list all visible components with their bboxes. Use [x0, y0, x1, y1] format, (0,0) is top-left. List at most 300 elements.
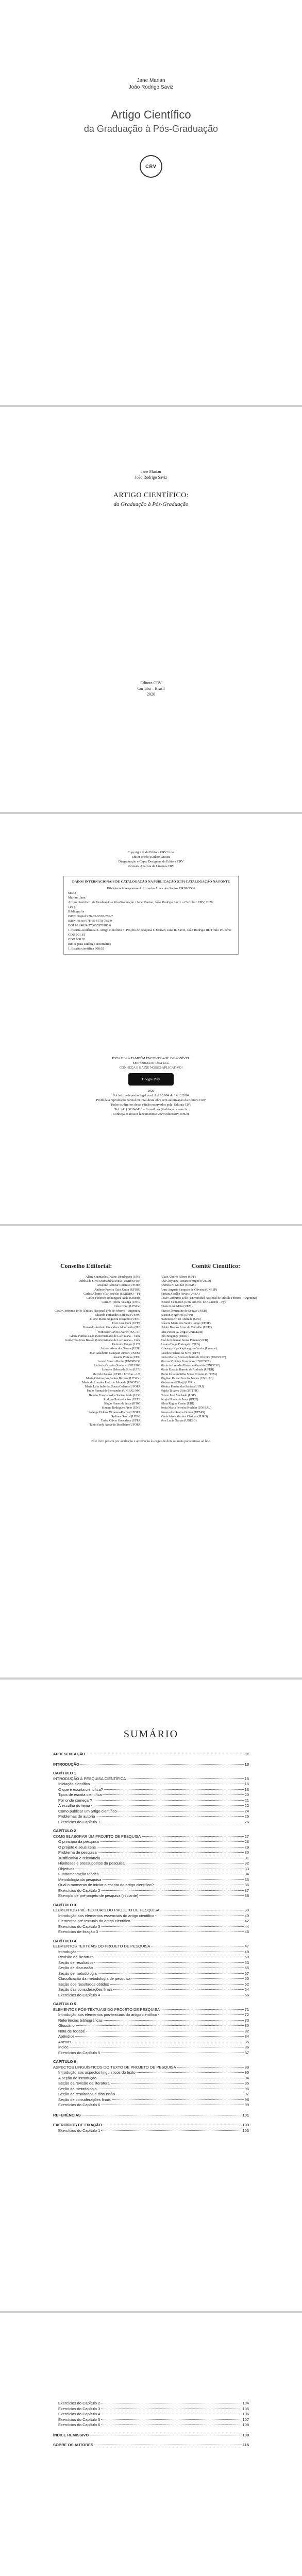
toc-entry-page: 27	[244, 1834, 249, 1839]
credit-line: Diagramação e Capa: Designers da Editora CRV	[118, 860, 184, 863]
toc-entry-page: 35	[244, 1877, 249, 1882]
toc-entry[interactable]	[53, 1924, 249, 1930]
toc-leader	[99, 1931, 244, 1932]
toc-entry[interactable]	[53, 1883, 249, 1888]
toc-leader	[101, 2419, 241, 2420]
toc-leader	[137, 2072, 244, 2073]
toc-entry-title: CAPÍTULO 1	[53, 1771, 76, 1775]
toc-entry-title: Objetivos	[58, 1866, 75, 1871]
toc-entry-title: O que é escrita científica?	[58, 1787, 103, 1792]
toc-entry[interactable]	[53, 1762, 249, 1768]
toc-entry-title: Seção dos resultados obtidos	[58, 1981, 109, 1987]
toc-leader	[80, 1764, 244, 1765]
toc-entry[interactable]	[53, 1919, 249, 1924]
toc-entry[interactable]	[53, 2002, 249, 2007]
toc-entry[interactable]	[53, 1845, 249, 1851]
toc-entry[interactable]	[53, 1903, 249, 1908]
toc-entry[interactable]	[53, 1828, 249, 1834]
committee-member: Inês Bragança (UERJ)	[160, 1334, 189, 1338]
toc-entry[interactable]	[53, 2092, 249, 2097]
toc-entry[interactable]	[53, 1867, 249, 1872]
committee-member: Elizeu Clementino de Souza (UNEB)	[160, 1309, 207, 1313]
toc-entry-page: 31	[244, 1855, 249, 1860]
footer-line: Proibida a reprodução parcial ou total desta obra sem autorização da Editora CRV	[96, 1098, 206, 1102]
toc-entry[interactable]	[53, 1893, 249, 1899]
board-member: Simone Rodrigues Pinto (UNB)	[102, 1406, 142, 1410]
toc-entry-title: Exercícios do Capítulo 4	[58, 2412, 100, 2416]
cip-line: M333	[68, 891, 76, 895]
toc-entry-title: ELEMENTOS TEXTUAIS DO PROJETO DE PESQUISA	[53, 1944, 150, 1948]
toc-entry-title: Por onde começar?	[58, 1798, 92, 1803]
toc-entry-title: Seção da metodologia	[58, 2086, 97, 2091]
cip-line: DOI 10.24824/978655578785.0	[68, 924, 111, 927]
cip-line: 1. Escrita acadêmica 2. Artigo científico 3. Projeto de pesquisa I. Marian, Jane II. Saviz, João Rodrigo III. Título IV. Série	[68, 928, 231, 932]
committee-member: Kilwangy Kya Kapitango-a-Samba (Unemat)	[160, 1347, 217, 1351]
toc-entry[interactable]	[53, 1752, 249, 1757]
toc-entry[interactable]	[53, 2065, 249, 2071]
toc-entry[interactable]	[53, 2029, 249, 2035]
toc-entry[interactable]	[53, 1850, 249, 1856]
toc-entry-title: Seção de resultados	[58, 1960, 94, 1965]
legal-line: ESTA OBRA TAMBÉM ENCONTRA-SE DISPONÍVEL	[112, 1057, 190, 1060]
committee-member: Lucia Marisy Souza Ribeiro de Oliveira (UNIVASF)	[160, 1355, 226, 1359]
committee-member: Maria Eurácia Barreto de Andrade (UFRB)	[160, 1368, 214, 1372]
toc-entry[interactable]	[53, 2401, 249, 2406]
committee-member: Sonia Maria Ferreira Koehler (UNISAL)	[160, 1406, 211, 1410]
toc-entry[interactable]	[53, 1798, 249, 1804]
toc-leader	[131, 1978, 244, 1979]
cover-page	[0, 0, 302, 407]
cip-subheading: Bibliotecária responsável: Luzenira Alves dos Santos CRB9/1506	[107, 887, 195, 890]
toc-entry-page: 108	[242, 2422, 249, 2427]
toc-entry-title: Iniciação científica	[58, 1782, 90, 1786]
toc-entry-title: Exercícios do Capítulo 5	[58, 2417, 100, 2422]
toc-entry[interactable]	[53, 2097, 249, 2103]
publisher-logo-icon: CRV	[140, 155, 162, 178]
toc-entry[interactable]	[53, 2433, 249, 2438]
toc-entry-title: Exercícios do Capítulo 6	[58, 2103, 100, 2107]
toc-entry-page: 11	[245, 1752, 249, 1756]
cip-line: Bibliografia	[68, 910, 85, 913]
toc-entry-title: ÍNDICE REMISSIVO	[53, 2432, 89, 2437]
toc-entry-title: COMO ELABORAR UM PROJETO DE PESQUISA	[53, 1834, 141, 1839]
toc-entry-title: Revisão de literatura	[58, 1955, 94, 1959]
toc-entry[interactable]	[53, 1976, 249, 1982]
footer-line: Conheça os nossos lançamentos: www.editoracrv.com.br	[113, 1112, 189, 1116]
cover-authors	[0, 0, 302, 91]
toc-entry-title: Exercícios do Capítulo 5	[58, 2050, 100, 2055]
board-member: Cesar Gerónimo Tello (Univer. Nacional Três de Febrero – Argentina)	[55, 1309, 142, 1313]
toc-entry[interactable]	[53, 1971, 249, 1977]
toc-entry[interactable]	[53, 1982, 249, 1988]
toc-entry[interactable]	[53, 2412, 249, 2417]
peer-review-note: Este livro passou por avaliação e aprovação às cegas de dois ou mais pareceristas ad hoc.	[91, 1439, 211, 1444]
imprint	[0, 680, 302, 697]
toc-entry[interactable]	[53, 1960, 249, 1966]
toc-leader	[112, 2099, 244, 2100]
cover-title: Artigo Científico	[111, 108, 191, 121]
toc-entry-title: Introdução aos aspectos linguísticos do texto	[58, 2070, 136, 2075]
committee-member: Mohammed Elhajji (UFRJ)	[160, 1381, 195, 1385]
toc-leader	[103, 1794, 243, 1795]
toc-entry-title: Exercícios do Capítulo 2	[58, 1888, 100, 1893]
toc-entry-title: Problema de pesquisa	[58, 1850, 97, 1855]
committee-member: Anna Augusta Sampaio de Oliveira (UNESP)	[160, 1288, 217, 1292]
toc-entry-title: CAPÍTULO 3	[53, 1902, 76, 1907]
toc-entry[interactable]	[53, 2128, 249, 2134]
toc-entry[interactable]	[53, 1939, 249, 1944]
toc-entry[interactable]	[53, 2113, 249, 2119]
toc-entry-title: Metodologia da pesquisa	[58, 1877, 102, 1882]
toc-entry-title: Como publicar um artigo científico	[58, 1808, 117, 1814]
board-member: Elione Maria Nogueira Diogenes (UFAL)	[90, 1318, 142, 1321]
toc-entry[interactable]	[53, 1856, 249, 1861]
toc-entry-title: Glossário	[58, 2023, 75, 2028]
board-member: Jailson Alves dos Santos (UFRJ)	[100, 1347, 142, 1351]
board-member: Leonel Severo Rocha (UNISINOS)	[97, 1360, 142, 1364]
toc-leader	[161, 2009, 244, 2010]
committee-member: José de Ribamar Sousa Pereira (UCB)	[160, 1339, 208, 1343]
halftitle-author: Jane Marian	[141, 469, 161, 474]
toc-entry-page: 25	[244, 1814, 249, 1819]
toc-entry[interactable]	[53, 2050, 249, 2056]
board-member: Renato Francisco dos Santos Paula (UFG)	[89, 1394, 142, 1397]
toc-entry-page: 62	[244, 1981, 249, 1987]
toc-entry[interactable]	[53, 2012, 249, 2018]
board-member: Celso Conti (UFSCar)	[113, 1305, 142, 1309]
toc-entry-page: 107	[242, 2417, 249, 2422]
toc-entry[interactable]	[53, 2070, 249, 2076]
copyright-credits	[0, 814, 302, 869]
board-member: Lourdes Helena da Silva (UFV)	[102, 1368, 142, 1372]
toc-entry-title: ELEMENTOS PRÉ-TEXTUAIS DO PROJETO DE PESQUISA	[53, 1908, 160, 1912]
imprint-line: Curitiba – Brasil	[137, 686, 165, 691]
council-page	[0, 1226, 302, 1680]
toc-entry-page: 42	[244, 1919, 249, 1923]
toc-entry[interactable]	[53, 1950, 249, 1955]
toc-leader	[101, 2130, 241, 2131]
board-member: Anselmo Alencar Colares (UFOPA)	[97, 1284, 142, 1287]
toc-entry[interactable]	[53, 1913, 249, 1919]
toc-page	[0, 1680, 302, 2313]
toc-entry-title: Seção de considerações finais	[58, 2097, 111, 2102]
toc-entry-title: Exercícios do Capítulo 6	[58, 2422, 100, 2427]
toc-leader	[76, 2025, 244, 2026]
committee-member: Eliane Rose Maio (UEM)	[160, 1305, 193, 1309]
footer-lines	[0, 1089, 302, 1116]
board-member: Marcelo Paixão (UFRJ e UTexas – US)	[92, 1372, 142, 1376]
toc-leader	[98, 1973, 244, 1974]
toc-leader	[96, 1816, 243, 1817]
cip-line: ISBN Digital 978-65-5578-786-7	[68, 914, 113, 918]
toc-entry[interactable]	[53, 1987, 249, 1993]
committee-member: Silvia Regina Canan (URI)	[160, 1402, 194, 1406]
toc-entry-page: 13	[244, 1761, 249, 1767]
toc-entry-page: 29	[244, 1844, 249, 1850]
toc-leader	[113, 1989, 243, 1990]
toc-entry-page: 87	[244, 2050, 249, 2055]
board-member: Carlos Federico Dominguez Avila (Unieuro)	[86, 1297, 142, 1300]
toc-entry-page: 109	[242, 2432, 249, 2437]
toc-entry[interactable]	[53, 2081, 249, 2087]
toc-entry-title: Introdução aos elementos essenciais do artigo científico	[58, 1913, 155, 1918]
board-member: Maria de Lourdes Pinto de Almeida (UNOESC)	[82, 1381, 142, 1385]
toc-entry[interactable]	[53, 1993, 249, 1998]
toc-entry-page: 38	[244, 1893, 249, 1898]
toc-entry[interactable]	[53, 2422, 249, 2428]
toc-entry-page: 53	[244, 1960, 249, 1965]
toc-entry[interactable]	[53, 1839, 249, 1845]
toc-entry-title: Exercícios do Capítulo 2	[58, 2401, 100, 2405]
toc-entry-title: Seção de discussão	[58, 1965, 93, 1970]
board-member: Lídia de Oliveira Xavier (UNIEURO)	[94, 1364, 142, 1368]
legal-line: CONHEÇA E BAIXE NOSSO APLICATIVO!	[119, 1066, 183, 1070]
toc-entry-title: Problemas de autoria	[58, 1814, 95, 1819]
board-member: Paulo Romualdo Hernandes (UNIFAL-MG)	[87, 1389, 142, 1393]
google-play-badge[interactable]: Google Play	[128, 1073, 174, 1086]
toc-entry-page: 106	[242, 2412, 249, 2416]
toc-entry-page: 104	[242, 2401, 249, 2405]
toc-entry-title: ELEMENTOS PÓS-TEXTUAIS DO PROJETO DE PESQUISA	[53, 2007, 160, 2012]
committee-member: Suzana dos Santos Gomes (UFMG)	[160, 1411, 205, 1414]
toc-entry[interactable]	[53, 2076, 249, 2081]
halftitle-title: ARTIGO CIENTÍFICO:	[113, 492, 189, 499]
toc-entry-page: 40	[244, 1913, 249, 1918]
toc-leader	[158, 2014, 244, 2015]
board-member: Maria Cristina dos Santos Bezerra (UFSCar)	[86, 1377, 142, 1380]
board-member: Francisco Carlos Duarte (PUC-PR)	[97, 1330, 142, 1334]
toc-entry-title: Exercícios do Capítulo 4	[58, 1992, 100, 1997]
toc-entry-page: 44	[244, 1924, 249, 1929]
committee-member: Maria de Lourdes Pinto de Almeida (UNOESC)	[160, 1364, 220, 1368]
toc-entry-page: 64	[244, 1987, 249, 1992]
toc-entry[interactable]	[53, 1888, 249, 1894]
editorial-board	[31, 1262, 141, 1427]
toc-entry[interactable]	[53, 2417, 249, 2423]
toc-entry[interactable]	[53, 1929, 249, 1935]
toc-entry-page: 66	[244, 1992, 249, 1997]
cip-box	[63, 876, 239, 955]
toc-entry-page: 22	[244, 1803, 249, 1808]
toc-entry[interactable]	[53, 1771, 249, 1776]
toc-entry[interactable]	[53, 1834, 249, 1840]
toc-leader	[91, 1805, 244, 1806]
toc-entry-title: INTRODUÇÃO	[53, 1761, 79, 1767]
toc-leader	[101, 1890, 243, 1891]
toc-entry-title: Nota de rodapé	[58, 2028, 85, 2033]
toc-entry[interactable]	[53, 2040, 249, 2045]
toc-entry-page: 20	[244, 1792, 249, 1797]
toc-entry-page: 32	[244, 1861, 249, 1866]
board-member: Solange Helena Ximenes-Rocha (UFOPA)	[88, 1411, 142, 1414]
toc-entry-title: O princípio da pesquisa	[58, 1839, 99, 1844]
toc-leader	[139, 1895, 244, 1896]
toc-entry-page: 55	[244, 1965, 249, 1970]
board-member: Andréia da Silva Quintanilha Sousa (UNIR/UFRN)	[77, 1280, 142, 1283]
toc-entry-title: Apêndice	[58, 2034, 75, 2039]
committee-member: Helder Buenos Aires de Carvalho (UFPI)	[160, 1326, 212, 1330]
cip-line: 1. Escrita científica 808.02	[68, 947, 104, 951]
committee-member: Ilma Passos A. Veiga (UNICEUB)	[160, 1330, 204, 1334]
toc-entry-title: CAPÍTULO 2	[53, 1828, 76, 1833]
toc-entry-title: Exercícios do Capítulo 3	[58, 1924, 100, 1929]
committee-member: Cesar Gerónimo Tello (Universidad Nacional de Três de Febrero – Argentina)	[160, 1297, 257, 1300]
editorial-board-title: Conselho Editorial:	[60, 1262, 112, 1269]
toc-leader	[101, 1926, 243, 1927]
toc-entry-page: 96	[244, 2086, 249, 2091]
imprint-line: Editora CRV	[140, 681, 162, 685]
committee-member: Lourdes Helena da Silva (UFV)	[160, 1351, 200, 1355]
committee-member: Francisco Ari de Andrade (UFC)	[160, 1318, 202, 1321]
board-member: Guillermo Arias Beatón (Universidade de La Havana – Cuba)	[65, 1339, 142, 1343]
toc-entry[interactable]	[53, 2059, 249, 2065]
board-member: Aldira Guimarães Duarte Domínguez (UNB)	[86, 1276, 142, 1279]
toc-entry-page: 21	[244, 1798, 249, 1803]
committee-member: Gláucia Maria dos Santos Jorge (UFOP)	[160, 1322, 211, 1326]
toc-entry[interactable]	[53, 2018, 249, 2024]
cip-line: Índice para catálogo sistemático	[68, 942, 111, 946]
toc-entry-title: Tipos de escrita científica	[58, 1792, 102, 1797]
toc-entry-page: 26	[244, 1819, 249, 1824]
toc-entry[interactable]	[53, 1955, 249, 1960]
toc-entry[interactable]	[53, 2103, 249, 2108]
halftitle-authors	[0, 407, 302, 480]
toc-entry-title: Seção da revisão da literatura	[58, 2081, 110, 2086]
toc-entry[interactable]	[53, 1908, 249, 1913]
cip-heading: DADOS INTERNACIONAIS DE CATALOGAÇÃO NA PUBLICAÇÃO (CIP) CATALOGAÇÃO NA FONTE	[72, 880, 230, 884]
toc-entry[interactable]	[53, 2406, 249, 2412]
toc-entry-title: ASPECTOS LINGUÍSTICOS DO TEXTO DE PROJETO DE PESQUISA	[53, 2064, 176, 2070]
toc-entry[interactable]	[53, 1820, 249, 1825]
toc-entry-page: 60	[244, 1976, 249, 1981]
toc-leader	[75, 2036, 243, 2037]
toc-entry[interactable]	[53, 2034, 249, 2040]
toc-entry-title: Exercícios de fixação 3	[58, 1929, 98, 1934]
toc-entry-title: Introdução aos elementos pós-textuais do artigo científico	[58, 2012, 157, 2017]
toc-entry[interactable]	[53, 2045, 249, 2050]
toc-leader	[100, 1841, 244, 1842]
toc-entry[interactable]	[53, 1787, 249, 1793]
board-member: Josania Portela (UFPI)	[113, 1355, 142, 1359]
toc-leader	[93, 1800, 243, 1801]
editorial-board-list	[31, 1275, 141, 1427]
toc-entry-title: A escolha do tema	[58, 1803, 90, 1808]
board-member: Antônio Pereira Gaio Júnior (UFRRJ)	[94, 1288, 142, 1292]
toc-entry-title: Exercícios do Capítulo 1	[58, 2128, 100, 2133]
toc-leader	[97, 1847, 244, 1848]
toc-entry-page: 46	[244, 1929, 249, 1934]
toc-leader	[98, 1852, 244, 1853]
cover-author: Jane Marian	[137, 78, 165, 83]
board-member: Tadeu Oliver Gonçalves (UFPA)	[100, 1419, 142, 1422]
committee-member: Mônica Pereira dos Santos (UFRJ)	[160, 1385, 204, 1389]
toc-entry-page: 90	[244, 2070, 249, 2075]
board-member: Maria Lília Imbiriba Sousa Colares (UFOPA)	[85, 1385, 142, 1389]
toc-entry-page: 97	[244, 2092, 249, 2096]
toc-entry[interactable]	[53, 1872, 249, 1877]
toc-entry-page: 28	[244, 1839, 249, 1844]
committee-member: Vânia Alves Martins Chaigar (FURG)	[160, 1415, 208, 1418]
toc-entry-page: 80	[244, 2023, 249, 2028]
toc-leader	[127, 1778, 243, 1779]
toc-entry-page: 72	[244, 2012, 249, 2017]
toc-entry[interactable]	[53, 2443, 249, 2448]
toc-entry-title: Índice	[58, 2045, 69, 2049]
toc-entry[interactable]	[53, 1803, 249, 1809]
toc-entry-page: 98	[244, 2097, 249, 2102]
scientific-committee-title: Comitê Científico:	[191, 1262, 240, 1269]
committee-member: Nilson José Machado (USP)	[160, 1394, 196, 1397]
toc-entry-page: 18	[244, 1787, 249, 1792]
halftitle-author: João Rodrigo Saviz	[135, 475, 167, 480]
toc-entry-page: 24	[244, 1808, 249, 1814]
toc-entry-page: 39	[244, 1908, 249, 1912]
toc-entry-title: Seção das considerações finais	[58, 1987, 113, 1992]
board-member: João Adalberto Campato Junior (UNESP)	[90, 1351, 142, 1355]
board-member: Élsio José Corá (UFFS)	[112, 1322, 142, 1326]
toc-entry[interactable]	[53, 1814, 249, 1820]
legal-line: EM FORMATO DIGITAL.	[132, 1061, 170, 1065]
credit-line: Revisão: Analista de Línguas CRV	[127, 865, 175, 868]
toc-entry-page: 57	[244, 1971, 249, 1976]
cip-line: CDU 001.81	[68, 933, 86, 937]
toc-entry-page: 103	[242, 2128, 249, 2133]
cip-line: Marian, Jane.	[68, 896, 87, 900]
committee-member: Ana Chrystina Venancio Mignot (UERJ)	[160, 1280, 211, 1283]
scientific-committee	[161, 1262, 271, 1427]
toc-entry-title: A seção de introdução	[58, 2075, 97, 2080]
board-member: Tania Suely Azevedo Brasileiro (UFOPA)	[89, 1423, 142, 1427]
half-title-page	[0, 407, 302, 814]
toc-entry[interactable]	[53, 2023, 249, 2029]
board-member: Sérgio Nunes de Jesus (IFRO)	[104, 1402, 142, 1406]
toc-leader	[94, 1962, 243, 1963]
toc-entry-page: 103	[242, 2123, 249, 2127]
toc-entry[interactable]	[53, 1877, 249, 1883]
footer-line: Todos os direitos desta edição reservados pela: Editora CRV	[110, 1103, 192, 1107]
toc-entry-title: Elementos pré-textuais do artigo científico	[58, 1919, 130, 1923]
toc-continued-page	[0, 2313, 302, 2576]
committee-member: Fauston Negreiros (UFPI)	[160, 1313, 193, 1317]
toc-entry[interactable]	[53, 1809, 249, 1815]
toc-entry[interactable]	[53, 2007, 249, 2013]
committee-member: Sérgio Nunes de Jesus (IFRO)	[160, 1398, 198, 1401]
toc-entry-title: Seção de metodologia	[58, 1971, 97, 1976]
toc-entry[interactable]	[53, 2123, 249, 2128]
toc-entry[interactable]	[53, 2087, 249, 2092]
toc-entry[interactable]	[53, 1965, 249, 1971]
board-member: Fernando Antônio Gonçalves Alcoforado (IPB)	[82, 1326, 142, 1330]
toc-entry-title: Introdução	[58, 1949, 77, 1954]
toc-entry[interactable]	[53, 1792, 249, 1798]
credit-line: Copyright © da Editora CRV Ltda.	[127, 851, 175, 854]
toc-entry[interactable]	[53, 1944, 249, 1950]
board-member: Sydione Santos (UEPG)	[111, 1415, 142, 1418]
cip-line: CDD 808.02	[68, 938, 86, 941]
toc-entry[interactable]	[53, 1861, 249, 1867]
board-member: Helmuth Krüger (UCP)	[112, 1343, 142, 1347]
toc-entry-page: 71	[244, 2007, 249, 2012]
committee-member: Maria Lília Imbiriba Sousa Colares (UFOPA)	[160, 1372, 217, 1376]
committee-member: Altair Alberto Fávero (UPF)	[160, 1276, 196, 1279]
toc-entry-title: Referências bibliográficas	[58, 2018, 103, 2023]
toc-entry-page: 50	[244, 1955, 249, 1959]
toc-entry[interactable]	[53, 1782, 249, 1787]
toc-entry[interactable]	[53, 1776, 249, 1782]
toc-entry-page: 47	[244, 1944, 249, 1948]
toc-entry-page: 86	[244, 2045, 249, 2049]
cover-subtitle: da Graduação à Pós-Graduação	[83, 124, 219, 134]
